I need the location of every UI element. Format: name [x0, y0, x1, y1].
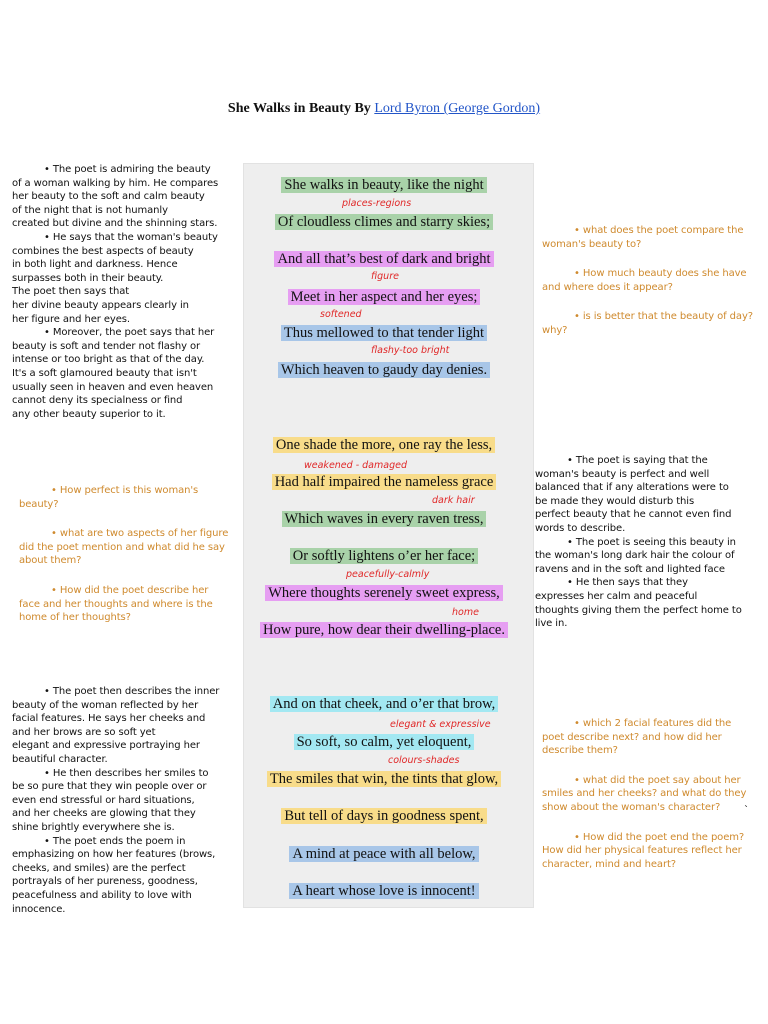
stray-mark: `	[744, 805, 749, 816]
poem-line: Which waves in every raven tress,	[0, 510, 768, 528]
left-summary-1: • The poet is admiring the beauty of a woman walking by him. He compares her beauty to the soft and calm beauty of the night that is not humanly created but divine and the shinning stars. • He says that the woman's beauty combines the best aspects of beauty in both light and darkness. Hence surpasses both in their beauty. The poet then says that her divine beauty appears clearly in her figure and her eyes. • Moreover, the poet says that her beauty is soft and tender not flashy or intense or too bright as that of the day. It's a soft glamoured beauty that isn't usually seen in heaven and even heaven cannot deny its specialness or find any other beauty superior to it.	[12, 164, 219, 420]
poem-line: So soft, so calm, yet eloquent,	[0, 733, 768, 751]
poem-line: Meet in her aspect and her eyes;	[0, 288, 768, 306]
right-questions-3: • which 2 facial features did the poet describe next? and how did her describe them? • what did the poet say about her smiles and her cheeks? and what do they show about the woman's character? • How did the poet end the poem? How did her physical features reflect her character, mind and heart?	[542, 718, 747, 870]
annotation-softened: softened	[320, 309, 362, 320]
annotation-figure: figure	[371, 271, 399, 282]
poem-line: One shade the more, one ray the less,	[0, 436, 768, 454]
poem-line: And on that cheek, and o’er that brow,	[0, 695, 768, 713]
right-summary-2: • The poet is saying that the woman's beauty is perfect and well balanced that if any alterations were to be made they would disturb this perfect beauty that he cannot even find words to describe. • The poet is seeing this beauty in the woman's long dark hair the colour of ravens and in the soft and lighted face • He then says that they expresses her calm and peaceful thoughts giving them the perfect home to live in.	[535, 455, 742, 630]
right-questions-1: • what does the poet compare the woman's beauty to? • How much beauty does she have and where does it appear? • is is better that the beauty of day? why?	[542, 225, 753, 336]
poem-line: Thus mellowed to that tender light	[0, 324, 768, 342]
poem-line: The smiles that win, the tints that glow,	[0, 770, 768, 788]
left-questions-2: • How perfect is this woman's beauty? • what are two aspects of her figure did the poet mention and what did he say about them? • How did the poet describe her face and her thoughts and where is the home of her thoughts?	[19, 485, 229, 624]
annotation-colours: colours-shades	[388, 755, 460, 766]
poem-line: But tell of days in goodness spent,	[0, 807, 768, 825]
poem-line: A mind at peace with all below,	[0, 845, 768, 863]
annotation-dark-hair: dark hair	[432, 495, 475, 506]
poem-title: She Walks in Beauty	[227, 101, 351, 116]
annotation-weakened: weakened - damaged	[304, 460, 407, 471]
poem-line: How pure, how dear their dwelling-place.	[0, 621, 768, 639]
annotation-peaceful: peacefully-calmly	[346, 569, 430, 580]
poem-line: Or softly lightens o’er her face;	[0, 547, 768, 565]
page-title	[0, 101, 768, 117]
poem-line: Had half impaired the nameless grace	[0, 473, 768, 491]
poem-line: A heart whose love is innocent!	[0, 882, 768, 900]
title-by: By	[354, 101, 371, 116]
author-link[interactable]: Lord Byron (George Gordon)	[374, 101, 541, 116]
poem-line: Of cloudless climes and starry skies;	[0, 213, 768, 231]
poem-line: Which heaven to gaudy day denies.	[0, 361, 768, 379]
annotation-flashy: flashy-too bright	[371, 345, 450, 356]
poem-line: And all that’s best of dark and bright	[0, 250, 768, 268]
annotation-places: places-regions	[342, 198, 412, 209]
annotation-home: home	[452, 607, 479, 618]
left-summary-3: • The poet then describes the inner beauty of the woman reflected by her facial features. He says her cheeks and and her brows are so soft yet elegant and expressive portraying her beautiful character. • He then describes her smiles to be so pure that they win people over or even end stressful or hard situations, and her cheeks are glowing that they shine brightly everywhere she is. • The poet ends the poem in emphasizing on how her features (brows, cheeks, and smiles) are the perfect portrayals of her pureness, goodness, peacefulness and ability to love with innocence.	[12, 686, 220, 915]
poem-line: Where thoughts serenely sweet express,	[0, 584, 768, 602]
poem-line: She walks in beauty, like the night	[0, 176, 768, 194]
annotation-elegant: elegant & expressive	[390, 719, 491, 730]
